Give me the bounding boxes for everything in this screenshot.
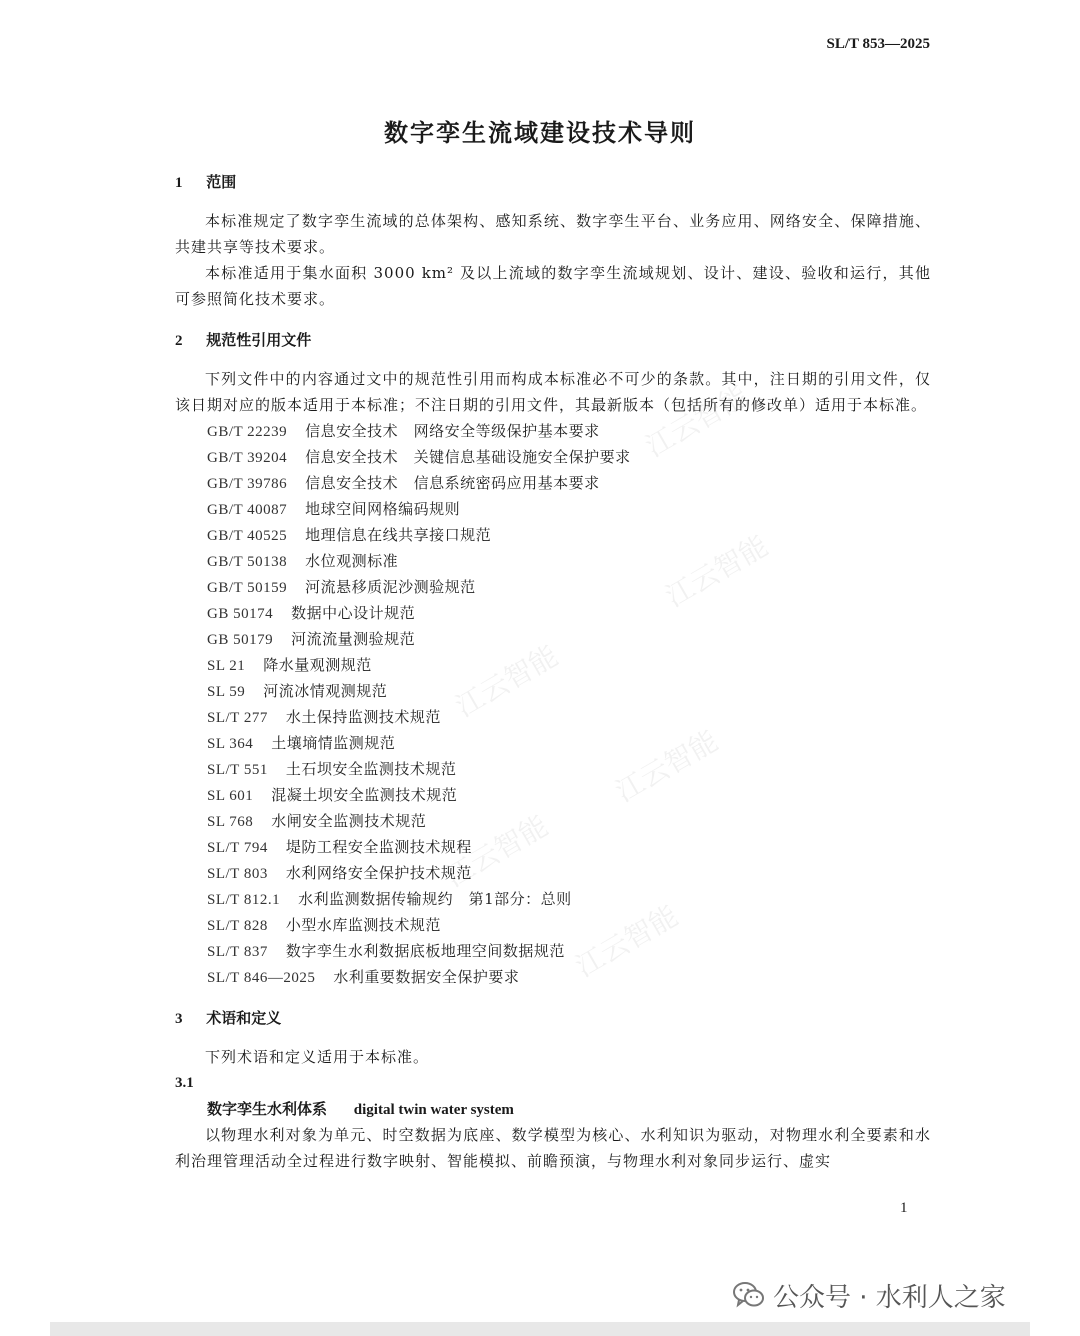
reference-code: SL 601 bbox=[207, 788, 254, 804]
clause-number: 3.1 bbox=[175, 1075, 194, 1091]
reference-code: GB/T 50138 bbox=[207, 554, 288, 570]
reference-title: 水利网络安全保护技术规范 bbox=[285, 864, 472, 882]
reference-item bbox=[175, 704, 931, 730]
reference-title: 信息安全技术 信息系统密码应用基本要求 bbox=[305, 474, 600, 492]
reference-code: SL 21 bbox=[207, 658, 246, 674]
reference-item bbox=[175, 470, 931, 496]
reference-code: SL 364 bbox=[207, 736, 254, 752]
reference-item bbox=[175, 756, 931, 782]
watermark: 江云智能 bbox=[450, 639, 564, 724]
section-title: 范围 bbox=[206, 173, 237, 191]
reference-item bbox=[175, 418, 931, 444]
reference-code: GB/T 50159 bbox=[207, 580, 288, 596]
reference-item bbox=[175, 808, 931, 834]
reference-code: SL/T 837 bbox=[207, 944, 268, 960]
reference-item bbox=[175, 574, 931, 600]
reference-title: 数据中心设计规范 bbox=[291, 604, 416, 622]
reference-title: 数字孪生水利数据底板地理空间数据规范 bbox=[285, 942, 565, 960]
reference-item bbox=[175, 964, 931, 990]
reference-item bbox=[175, 912, 931, 938]
wechat-label-text: 公众号 · 水利人之家 bbox=[773, 1282, 1006, 1313]
reference-item bbox=[175, 886, 931, 912]
reference-code: GB/T 40525 bbox=[207, 528, 288, 544]
section-heading-normative-refs bbox=[175, 326, 931, 354]
reference-title: 水利重要数据安全保护要求 bbox=[333, 968, 520, 986]
reference-title: 河流流量测验规范 bbox=[291, 630, 416, 648]
wechat-icon bbox=[733, 1280, 765, 1310]
document-title: 数字孪生流域建设技术导则 bbox=[384, 119, 696, 147]
reference-title: 水闸安全监测技术规范 bbox=[271, 812, 427, 830]
reference-item bbox=[175, 860, 931, 886]
section-number: 1 bbox=[175, 175, 183, 191]
watermark: 江云智能 bbox=[660, 529, 774, 614]
reference-item bbox=[175, 652, 931, 678]
reference-title: 土石坝安全监测技术规范 bbox=[285, 760, 457, 778]
section-heading-scope bbox=[175, 168, 931, 196]
reference-code: SL/T 794 bbox=[207, 840, 268, 856]
reference-title: 降水量观测规范 bbox=[263, 656, 372, 674]
reference-title: 水利监测数据传输规约 第1部分：总则 bbox=[298, 890, 572, 908]
reference-code: SL/T 277 bbox=[207, 710, 268, 726]
reference-title: 河流冰情观测规范 bbox=[263, 682, 388, 700]
reference-title: 土壤墒情监测规范 bbox=[271, 734, 396, 752]
reference-code: SL/T 846—2025 bbox=[207, 970, 316, 986]
reference-code: SL/T 812.1 bbox=[207, 892, 281, 908]
term-entry bbox=[175, 1096, 931, 1122]
reference-code: GB/T 39204 bbox=[207, 450, 288, 466]
reference-item bbox=[175, 678, 931, 704]
normative-refs-intro: 下列文件中的内容通过文中的规范性引用而构成本标准必不可少的条款。其中，注日期的引用文件，仅该日期对应的版本适用于本标准；不注日期的引用文件，其最新版本（包括所有的修改单）适用于本标准。 bbox=[175, 370, 931, 414]
reference-item bbox=[175, 600, 931, 626]
term-definition: 以物理水利对象为单元、时空数据为底座、数学模型为核心、水利知识为驱动，对物理水利全要素和水利治理管理活动全过程进行数字映射、智能模拟、前瞻预演，与物理水利对象同步运行、虚实 bbox=[175, 1126, 931, 1170]
watermark: 江云智能 bbox=[440, 809, 554, 894]
wechat-account-label[interactable] bbox=[733, 1275, 1006, 1315]
section-number: 2 bbox=[175, 333, 183, 349]
reference-item bbox=[175, 782, 931, 808]
section-heading-terms bbox=[175, 1004, 931, 1032]
term-chinese: 数字孪生水利体系 bbox=[207, 1100, 328, 1118]
reference-code: GB 50174 bbox=[207, 606, 274, 622]
watermark: 江云智能 bbox=[570, 899, 684, 984]
reference-title: 小型水库监测技术规范 bbox=[285, 916, 441, 934]
reference-code: SL 768 bbox=[207, 814, 254, 830]
scope-paragraph: 本标准适用于集水面积 3000 km² 及以上流域的数字孪生流域规划、设计、建设、验收和运行，其他可参照简化技术要求。 bbox=[175, 264, 931, 308]
document-body bbox=[175, 168, 931, 1174]
watermark: 江云智能 bbox=[640, 379, 754, 464]
section-title: 规范性引用文件 bbox=[206, 331, 312, 349]
term-english: digital twin water system bbox=[353, 1102, 514, 1118]
reference-item bbox=[175, 938, 931, 964]
standard-code: SL/T 853—2025 bbox=[826, 36, 930, 52]
reference-title: 水土保持监测技术规范 bbox=[285, 708, 441, 726]
reference-code: SL/T 551 bbox=[207, 762, 268, 778]
section-title: 术语和定义 bbox=[206, 1009, 282, 1027]
watermark: 江云智能 bbox=[610, 724, 724, 809]
reference-code: SL 59 bbox=[207, 684, 246, 700]
bottom-divider bbox=[50, 1322, 1030, 1336]
reference-title: 信息安全技术 网络安全等级保护基本要求 bbox=[305, 422, 600, 440]
reference-item bbox=[175, 730, 931, 756]
scope-paragraph: 本标准规定了数字孪生流域的总体架构、感知系统、数字孪生平台、业务应用、网络安全、保障措施、共建共享等技术要求。 bbox=[175, 212, 931, 256]
reference-title: 地理信息在线共享接口规范 bbox=[305, 526, 492, 544]
reference-item bbox=[175, 548, 931, 574]
reference-list bbox=[175, 418, 931, 990]
reference-title: 河流悬移质泥沙测验规范 bbox=[305, 578, 476, 596]
reference-code: SL/T 828 bbox=[207, 918, 268, 934]
terms-intro: 下列术语和定义适用于本标准。 bbox=[205, 1048, 430, 1066]
reference-code: GB/T 39786 bbox=[207, 476, 288, 492]
reference-code: SL/T 803 bbox=[207, 866, 268, 882]
reference-title: 信息安全技术 关键信息基础设施安全保护要求 bbox=[305, 448, 631, 466]
reference-item bbox=[175, 834, 931, 860]
reference-title: 堤防工程安全监测技术规程 bbox=[285, 838, 472, 856]
reference-item bbox=[175, 444, 931, 470]
reference-code: GB/T 40087 bbox=[207, 502, 288, 518]
reference-code: GB 50179 bbox=[207, 632, 274, 648]
reference-code: GB/T 22239 bbox=[207, 424, 288, 440]
section-number: 3 bbox=[175, 1011, 183, 1027]
reference-item bbox=[175, 626, 931, 652]
reference-title: 水位观测标准 bbox=[305, 552, 399, 570]
reference-title: 混凝土坝安全监测技术规范 bbox=[271, 786, 458, 804]
reference-item bbox=[175, 522, 931, 548]
page-number: 1 bbox=[900, 1200, 908, 1216]
reference-title: 地球空间网格编码规则 bbox=[305, 500, 461, 518]
reference-item bbox=[175, 496, 931, 522]
